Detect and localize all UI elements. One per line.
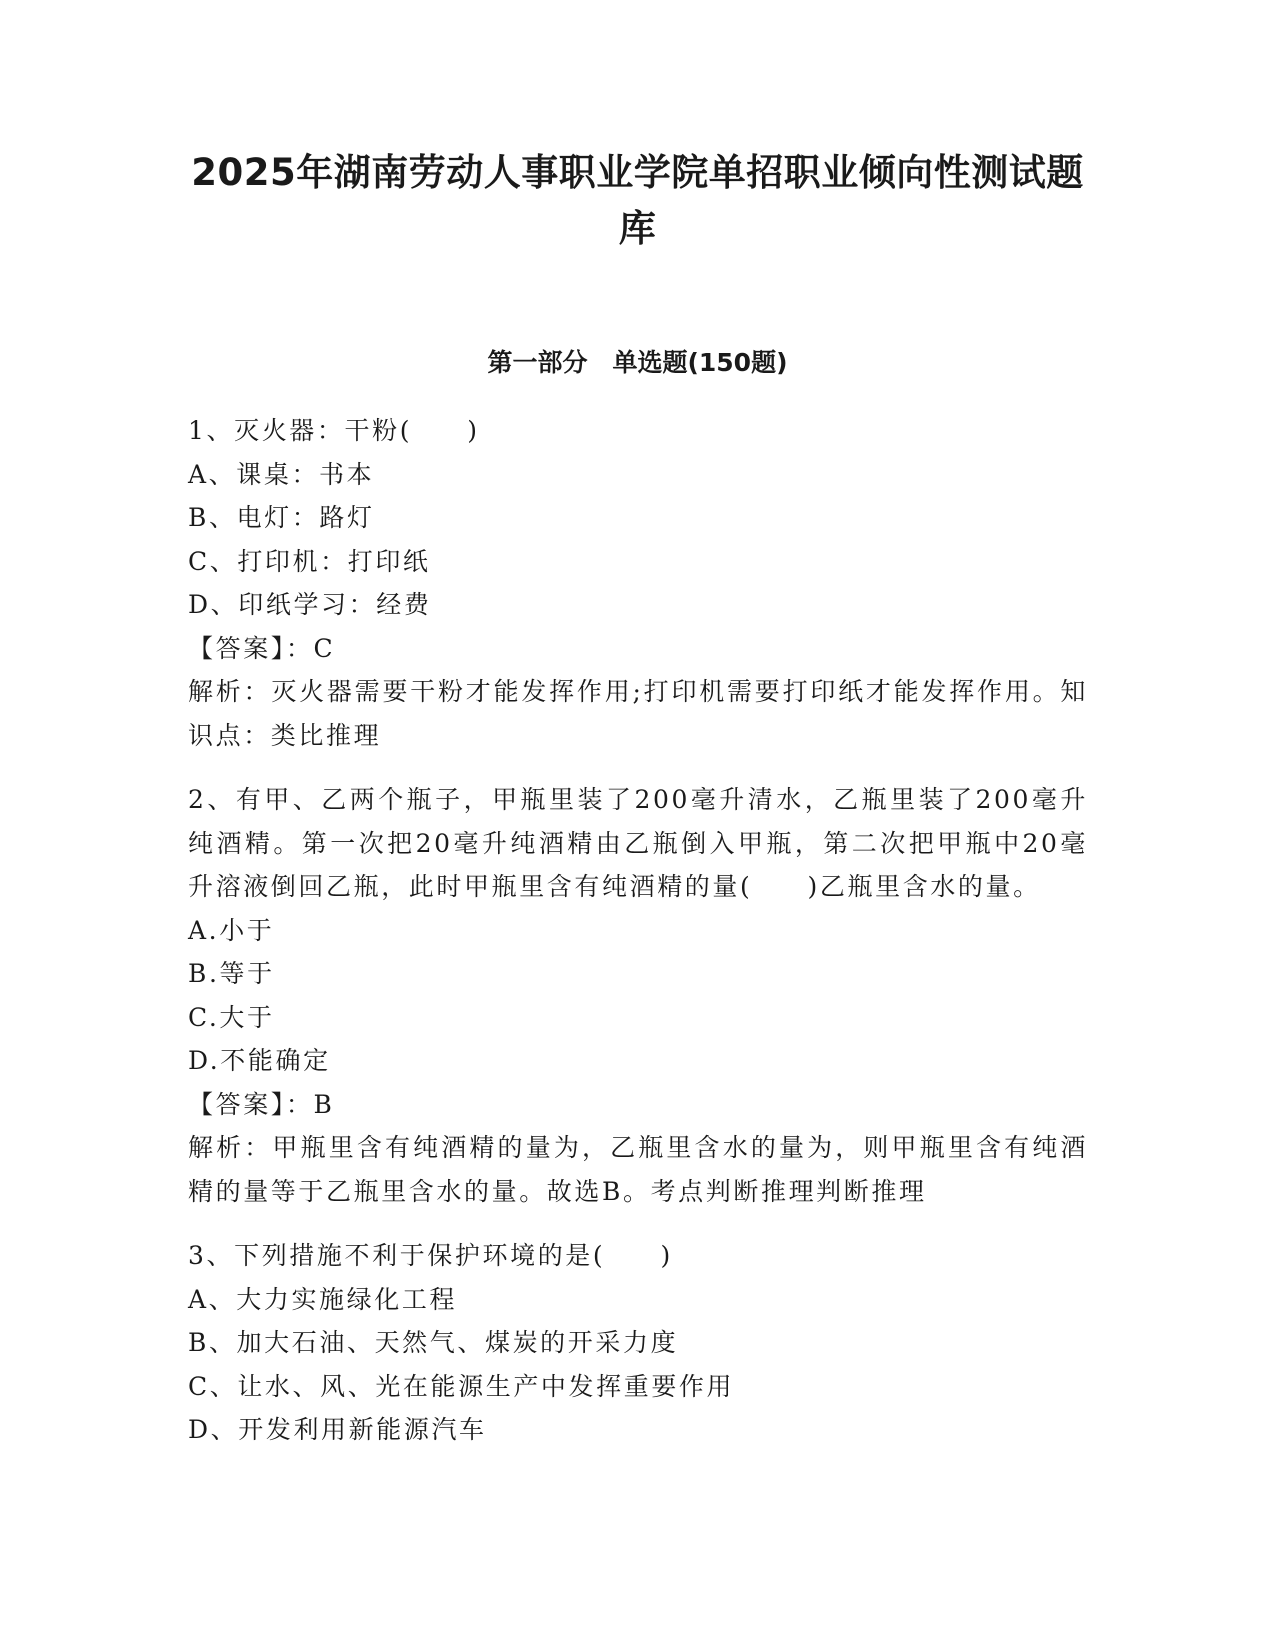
answer-line: 【答案】：B [188, 1089, 335, 1119]
option-a: A、课桌：书本 [188, 459, 375, 489]
document-title-line-1: 2025年湖南劳动人事职业学院单招职业倾向性测试题 [191, 151, 1084, 194]
option-b: B、电灯：路灯 [188, 503, 375, 532]
option-a: A、大力实施绿化工程 [188, 1284, 458, 1314]
question-stem: 3、下列措施不利于保护环境的是( ) [188, 1241, 673, 1270]
question-3 [188, 1234, 1088, 1452]
analysis-text: 解析：甲瓶里含有纯酒精的量为，乙瓶里含水的量为，则甲瓶里含有纯酒精的量等于乙瓶里含水的量。故选B。考点判断推理判断推理 [188, 1133, 1088, 1206]
question-list [188, 409, 1088, 1473]
option-b: B.等于 [188, 959, 275, 988]
question-stem: 1、灭火器：干粉( ) [188, 416, 480, 445]
option-c: C、让水、风、光在能源生产中发挥重要作用 [188, 1371, 735, 1401]
option-a: A.小于 [188, 915, 275, 945]
option-b: B、加大石油、天然气、煤炭的开采力度 [188, 1328, 679, 1357]
document-title-line-2: 库 [618, 207, 657, 250]
question-1 [188, 409, 1088, 757]
question-stem: 2、有甲、乙两个瓶子，甲瓶里装了200毫升清水，乙瓶里装了200毫升纯酒精。第一次把20毫升纯酒精由乙瓶倒入甲瓶，第二次把甲瓶中20毫升溶液倒回乙瓶，此时甲瓶里含有纯酒精的量( )乙瓶里含水的量。 [188, 785, 1088, 901]
option-c: C、打印机：打印纸 [188, 546, 431, 576]
option-d: D、印纸学习：经费 [188, 590, 432, 619]
option-c: C.大于 [188, 1002, 275, 1032]
answer-line: 【答案】：C [188, 633, 336, 663]
question-2 [188, 778, 1088, 1213]
document-title [150, 145, 1125, 257]
option-d: D、开发利用新能源汽车 [188, 1415, 487, 1444]
analysis-text: 解析：灭火器需要干粉才能发挥作用;打印机需要打印纸才能发挥作用。知识点：类比推理 [188, 677, 1088, 750]
option-d: D.不能确定 [188, 1046, 331, 1075]
section-title: 第一部分 单选题(150题) [487, 348, 788, 377]
